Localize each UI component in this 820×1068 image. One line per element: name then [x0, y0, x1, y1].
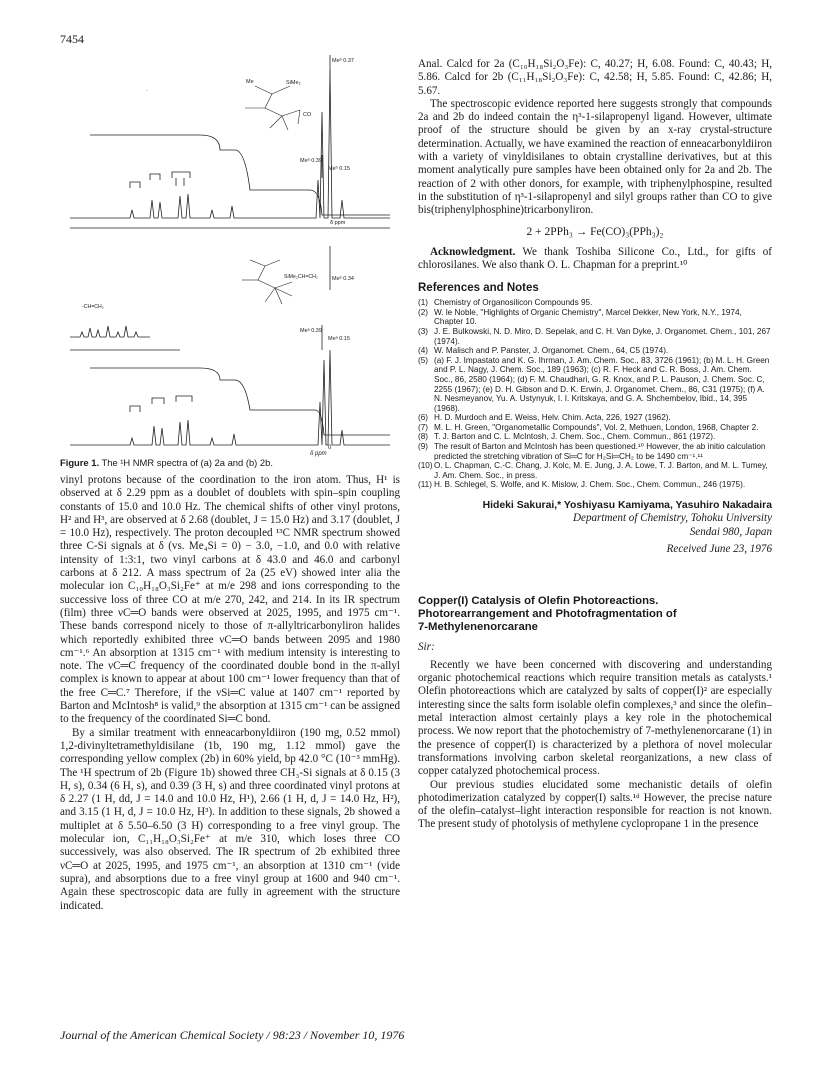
struct-a-mea: Me [246, 79, 254, 85]
reference-item: (5) (a) F. J. Impastato and K. G. Ihrman, J. Am. Chem. Soc., 83, 3726 (1961); (b) M. L. H. Green and P. L. Nagy, J. Chem. Soc., 189 (1963); (c) R. F. Heck and C. R. Boss, J. Am. Chem. Soc., 86, 2580 (1964); (d) F. M. Chaudhari, G. R. Knox, and P. L. Pauson, J. Chem. Soc. C, 2255 (1967); (e) D. H. Gibson and D. K. Erwin, J. Organomet. Chem., 86, C31 (1975); (f) A. N. Nesmeyanov, Yu. A. Ustynyuk, I. I. Kritskaya, and G. A. Shchembelov, Ibid., 14, 395 (1968). [418, 355, 770, 413]
peak-label-a1: Meᵇ 0.37 [332, 58, 354, 64]
reference-item: (2) W. le Noble, "Highlights of Organic Chemistry", Marcel Dekker, New York, N.Y., 1974, Chapter 10. [418, 307, 742, 327]
struct-b-substituent: -CH=CH₂ [82, 304, 104, 310]
left-column [60, 50, 400, 913]
right-column [418, 58, 772, 832]
reference-item: (1) Chemistry of Organosilicon Compounds 95. [418, 298, 593, 308]
received-date: Received June 23, 1976 [666, 542, 772, 555]
peak-label-a2: Meᵃ 0.39 [300, 158, 322, 164]
dot-marker: · [146, 88, 148, 94]
reference-item: (9) The result of Barton and McIntosh has been questioned.¹⁰ However, the ab initio calculation predicted the stretching vibration of Si═C for H₂Si═CH₂ to be 1490 cm⁻¹.¹¹ [418, 442, 766, 461]
reaction-equation: 2 + 2PPh₃ → Fe(CO)₃(PPh₃)₂ [526, 225, 664, 238]
axis-tick-b-0: 0 [328, 445, 332, 451]
affiliation-dept: Department of Chemistry, Tohoku University [573, 512, 772, 525]
communication-title: Copper(I) Catalysis of Olefin Photoreactions. Photorearrangement and Photofragmentation of 7-Methylenenorcarane [418, 594, 677, 634]
reference-item: (7) M. L. H. Green, "Organometallic Compounds", Vol. 2, Methuen, London, 1968, Chapter 2. [418, 422, 759, 432]
affiliation-city: Sendai 980, Japan [689, 525, 772, 538]
reference-item: (8) T. J. Barton and C. L. McIntosh, J. Chem. Soc., Chem. Commun., 861 (1972). [418, 432, 716, 442]
comm-paragraph-2: Our previous studies elucidated some mechanistic details of olefin photodimerization catalyzed by copper(I) salts.¹ᵈ However, the precise nature of the olefin–catalyst–light interaction responsible for reaction is not known. The present study of photolysis of methylene cyclopropane 1 in the presence [418, 778, 772, 831]
reference-item: (4) W. Malisch and P. Panster, J. Organomet. Chem., 64, C5 (1974). [418, 346, 669, 356]
reference-item: (3) J. E. Bulkowski, N. D. Miro, D. Sepelak, and C. H. Van Dyke, J. Organomet. Chem., 101, 267 (1974). [418, 326, 771, 346]
reference-item: (6) H. D. Murdoch and E. Weiss, Helv. Chim. Acta, 226, 1927 (1962). [418, 413, 671, 423]
spectrum-b-trace [70, 350, 390, 445]
page-number: 7454 [60, 32, 84, 46]
struct-a-co: CO [303, 112, 312, 118]
spectrum-b-vinyl-trace [70, 326, 150, 337]
struct-a-sime2: SiMe₂ [286, 80, 301, 86]
comm-paragraph-1: Recently we have been concerned with discovering and understanding organic photochemical reactions which require transition metals as catalysts.¹ Olefin photoreactions which are catalyzed by salts of copper(I)² are especially interesting since the salts form isolable olefin complexes,³ and since the olefin–metal interaction almost certainly plays a key role in the photochemical process. We now report that the photochemistry of 7-methylenenorcarane (1) in the presence of copper(I) is characterized by a plethora of novel molecular transformations involving carbon skeletal reorganizations, a new class of copper catalyzed photochemical process. [418, 658, 772, 778]
structure-2b [242, 260, 292, 304]
figure-caption: Figure 1. The ¹H NMR spectra of (a) 2a and (b) 2b. [60, 457, 273, 468]
authors: Hideki Sakurai,* Yoshiyasu Kamiyama, Yasuhiro Nakadaira [482, 500, 772, 512]
peak-label-a3: Meᵇ 0.15 [328, 166, 350, 172]
references-title: References and Notes [418, 282, 539, 295]
reference-item: (11) H. B. Schlegel, S. Wolfe, and K. Mislow, J. Chem. Soc., Chem. Commun., 246 (1975). [418, 480, 746, 490]
peak-label-b1: Meᵇ 0.34 [332, 276, 354, 282]
left-paragraph-2: By a similar treatment with enneacarbonyldiiron (190 mg, 0.52 mmol) 1,2-divinyltetramethyldisilane (1b, 190 mg, 1.12 mmol) gave the corresponding yellow complex (2b) in 60% yield, bp 42.0 °C (10⁻³ mmHg). The ¹H spectrum of 2b (Figure 1b) showed three CH₃-Si signals at δ 0.15 (3 H, s), 0.34 (6 H, s), and 0.39 (3 H, s) and three coordinated vinyl protons at δ 2.27 (1 H, dd, J = 14.0 and 10.0 Hz, H¹), 2.66 (1 H, d, J = 14.0 Hz, H²), and 3.15 (1 H, d, J = 10.0 Hz, H³). In addition to these signals, 2b showed a multiplet at δ 5.50–6.50 (3 H) corresponding to a free vinyl group. The molecular ion, C₁₁H₁₈O₃Si₂Fe⁺ at m/e 310, which loses three CO successively, was also observed. The IR spectrum of 2b exhibited three νC═O at 2025, 1995, and 1975 cm⁻¹, an absorption at 1310 cm⁻¹ (vide supra), and absorptions due to a free vinyl group at 1600 and 940 cm⁻¹. Again these spectroscopic data are fully in agreement with the structure indicated. [60, 726, 400, 912]
struct-b-sigroup: SiMe₂CH=CH₂ [284, 274, 318, 280]
evidence-paragraph: The spectroscopic evidence reported here suggests strongly that compounds 2a and 2b do indeed contain the η³-1-silapropenyl ligand. However, ultimate proof of the structure should be given by an x-ray crystal-structure determination. Actually, we have examined the reaction of enneacarbonyldiiron with a variety of vinyldisilanes to obtain crystalline derivatives, but at this moment analytically pure samples have been obtained only for 2a and 2b. The reaction of 2 with other donors, for example, with triphenylphospine, resulted in the substitution of η³-1-silapropenyl and silyl groups rather than CO to give bis(triphenylphosphine)tricarbonyliron. [418, 97, 772, 217]
axis-unit-a: δ ppm [330, 220, 346, 226]
structure-2a [245, 86, 300, 130]
peak-label-b2: Meᵃ 0.39 [300, 328, 322, 334]
reference-item: (10) O. L. Chapman, C.-C. Chang, J. Kolc, M. E. Jung, J. A. Lowe, T. J. Barton, and M. L. Tumey, J. Am. Chem. Soc., in press. [418, 461, 768, 480]
axis-unit-b: δ ppm [310, 451, 327, 457]
peak-label-b3: Meᵃ 0.15 [328, 336, 350, 342]
left-paragraph-1: vinyl protons because of the coordination to the iron atom. Thus, H¹ is observed at δ 2.29 ppm as a doublet of doublets with spin–spin coupling constants of 15.0 and 10.0 Hz. The chemical shifts of other vinyl protons, H² and H³, are observed at δ 2.68 (doublet, J = 15.0 Hz) and 3.17 (doublet, J = 10.0 Hz), respectively. The proton decoupled ¹³C NMR spectrum showed three C-Si signals at δ (vs. Me₄Si = 0) − 3.0, −1.0, and 0.0 with relative intensity of 1:3:1, two vinyl carbons at δ 43.0 and 46.0 and carbonyl carbons at δ 212. A mass spectrum of 2a (25 eV) showed inter alia the molecular ion C₁₀H₁₈O₃Si₂Fe⁺ at m/e 298 and ions corresponding to the successive loss of three CO at m/e 270, 242, and 214. In its IR spectrum (film) three νC═O bands were observed at 2025, 1995, and 1975 cm⁻¹. These bands correspond nicely to those of π-allyltricarbonyliron halides which reportedly exhibited three νC═O bands between 2095 and 1980 cm⁻¹.⁶ An absorption at 1315 cm⁻¹ with medium intensity is interesting to note. The νC═C frequency of the coordinated double bond in the π-allyl complex is known to appear at about 100 cm⁻¹ lower frequency than that of the free C═C.⁷ Therefore, if the νSi═C value at 1407 cm⁻¹ reported by Barton and McIntosh⁸ is valid,⁹ the absorption at 1315 cm⁻¹ can be assigned to the frequency of the coordinated Si═C bond. [60, 474, 400, 726]
spectrum-a-trace [70, 70, 390, 218]
nmr-spectra-figure [60, 50, 400, 455]
acknowledgment: Acknowledgment. We thank Toshiba Silicone Co., Ltd., for gifts of chlorosilanes. We also thank O. L. Chapman for a preprint.¹⁰ [418, 245, 772, 271]
analysis-paragraph: Anal. Calcd for 2a (C₁₀H₁₈Si₂O₃Fe): C, 40.27; H, 6.08. Found: C, 40.43; H, 5.86. Calcd for 2b (C₁₁H₁₈Si₂O₃Fe): C, 42.58; H, 5.85. Found: C, 42.86; H, 5.67. [418, 58, 772, 97]
salutation: Sir: [418, 640, 435, 653]
journal-footer: Journal of the American Chemical Society / 98:23 / November 10, 1976 [60, 1028, 405, 1042]
references-list [418, 298, 772, 490]
